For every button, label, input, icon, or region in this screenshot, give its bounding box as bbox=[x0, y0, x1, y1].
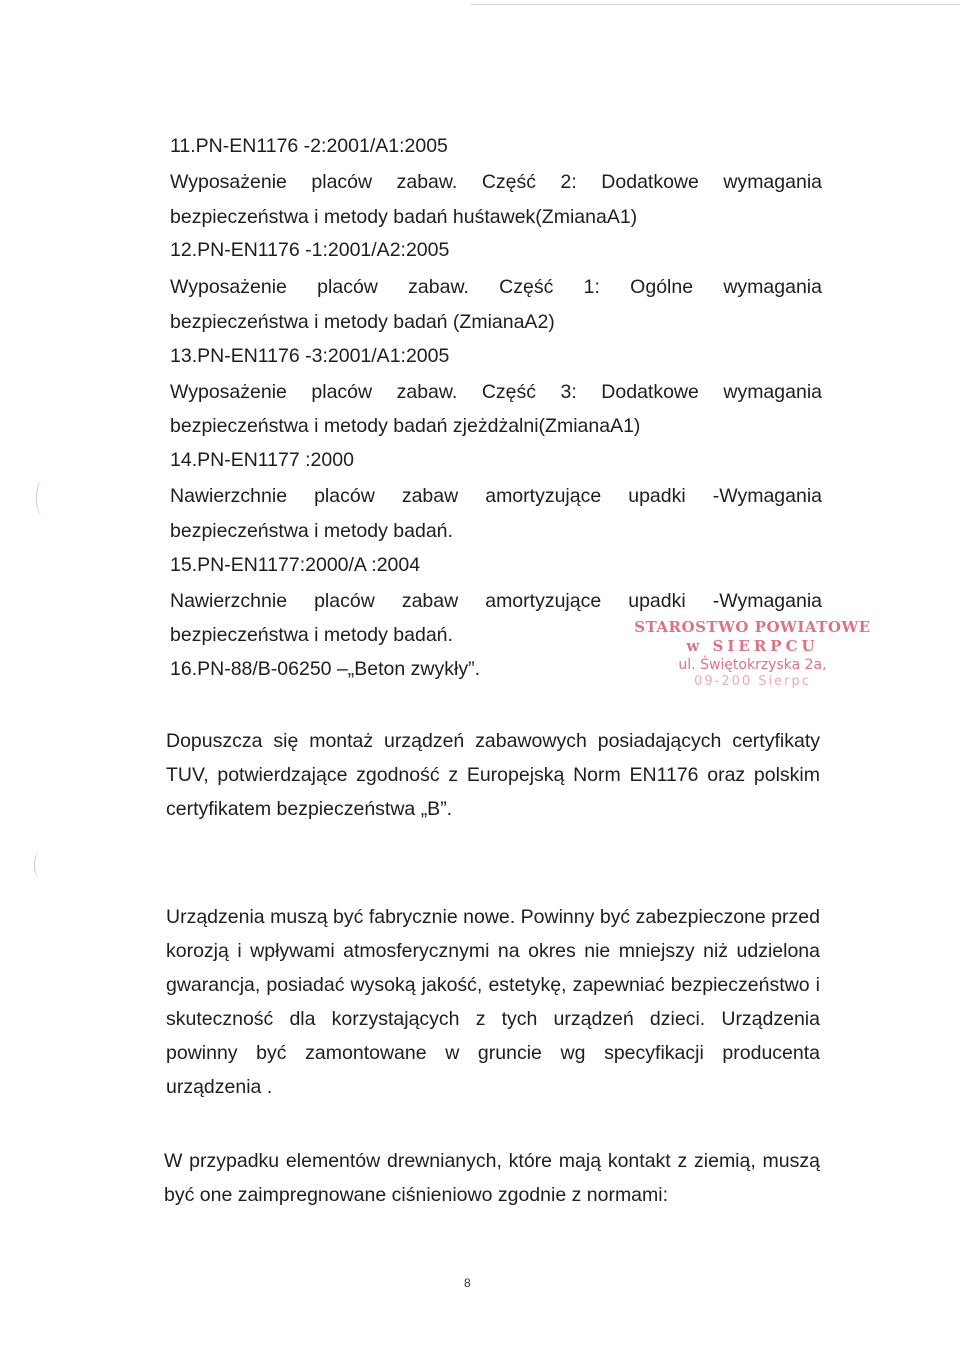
stamp-line: w SIERPCU bbox=[686, 637, 819, 655]
standard-description: bezpieczeństwa i metody badań. bbox=[170, 520, 453, 542]
stamp-line: STAROSTWO POWIATOWE bbox=[634, 618, 871, 636]
standard-description: bezpieczeństwa i metody badań huśtawek(ZmianaA1) bbox=[170, 206, 638, 228]
scan-mark bbox=[34, 852, 45, 878]
standard-description: Wyposażenie placów zabaw. Część 3: Dodatkowe wymagania bbox=[170, 381, 822, 403]
stamp-line: 09-200 Sierpc bbox=[694, 674, 811, 689]
stamp-line: ul. Świętokrzyska 2a, bbox=[678, 657, 827, 673]
paragraph: W przypadku elementów drewnianych, które mają kontakt z ziemią, muszą być one zaimpregnowane ciśnieniowo zgodnie z normami: bbox=[164, 1150, 820, 1206]
standard-code: 15.PN-EN1177:2000/A :2004 bbox=[170, 554, 421, 576]
standard-code: 13.PN-EN1176 -3:2001/A1:2005 bbox=[170, 345, 450, 367]
paragraph: Dopuszcza się montaż urządzeń zabawowych posiadających certyfikaty TUV, potwierdzające zgodność z Europejską Norm EN1176 oraz polskim certyfikatem bezpieczeństwa „B”. bbox=[166, 730, 820, 820]
page-number: 8 bbox=[464, 1276, 471, 1290]
scan-edge-line bbox=[470, 4, 960, 5]
standard-code: 12.PN-EN1176 -1:2001/A2:2005 bbox=[170, 239, 450, 261]
standard-description: Nawierzchnie placów zabaw amortyzujące upadki -Wymagania bbox=[170, 485, 822, 507]
standard-description: bezpieczeństwa i metody badań. bbox=[170, 624, 453, 646]
scan-mark bbox=[36, 480, 49, 516]
standard-code: 14.PN-EN1177 :2000 bbox=[170, 449, 354, 471]
standard-description: bezpieczeństwa i metody badań zjeżdżalni(ZmianaA1) bbox=[170, 415, 641, 437]
standard-description: Nawierzchnie placów zabaw amortyzujące upadki -Wymagania bbox=[170, 590, 822, 612]
official-stamp bbox=[610, 618, 895, 700]
standard-description: Wyposażenie placów zabaw. Część 1: Ogólne wymagania bbox=[170, 276, 822, 298]
paragraph: Urządzenia muszą być fabrycznie nowe. Powinny być zabezpieczone przed korozją i wpływami atmosferycznymi na okres nie mniejszy niż udzielona gwarancja, posiadać wysoką jakość, estetykę, zapewniać bezpieczeństwo i skuteczność dla korzystających z tych urządzeń dzieci. Urządzenia powinny być zamontowane w gruncie wg specyfikacji producenta urządzenia . bbox=[166, 906, 820, 1098]
standard-description: bezpieczeństwa i metody badań (ZmianaA2) bbox=[170, 311, 555, 333]
standard-code: 16.PN-88/B-06250 –„Beton zwykły”. bbox=[170, 658, 480, 680]
standard-code: 11.PN-EN1176 -2:2001/A1:2005 bbox=[170, 135, 448, 157]
standard-description: Wyposażenie placów zabaw. Część 2: Dodatkowe wymagania bbox=[170, 171, 822, 193]
